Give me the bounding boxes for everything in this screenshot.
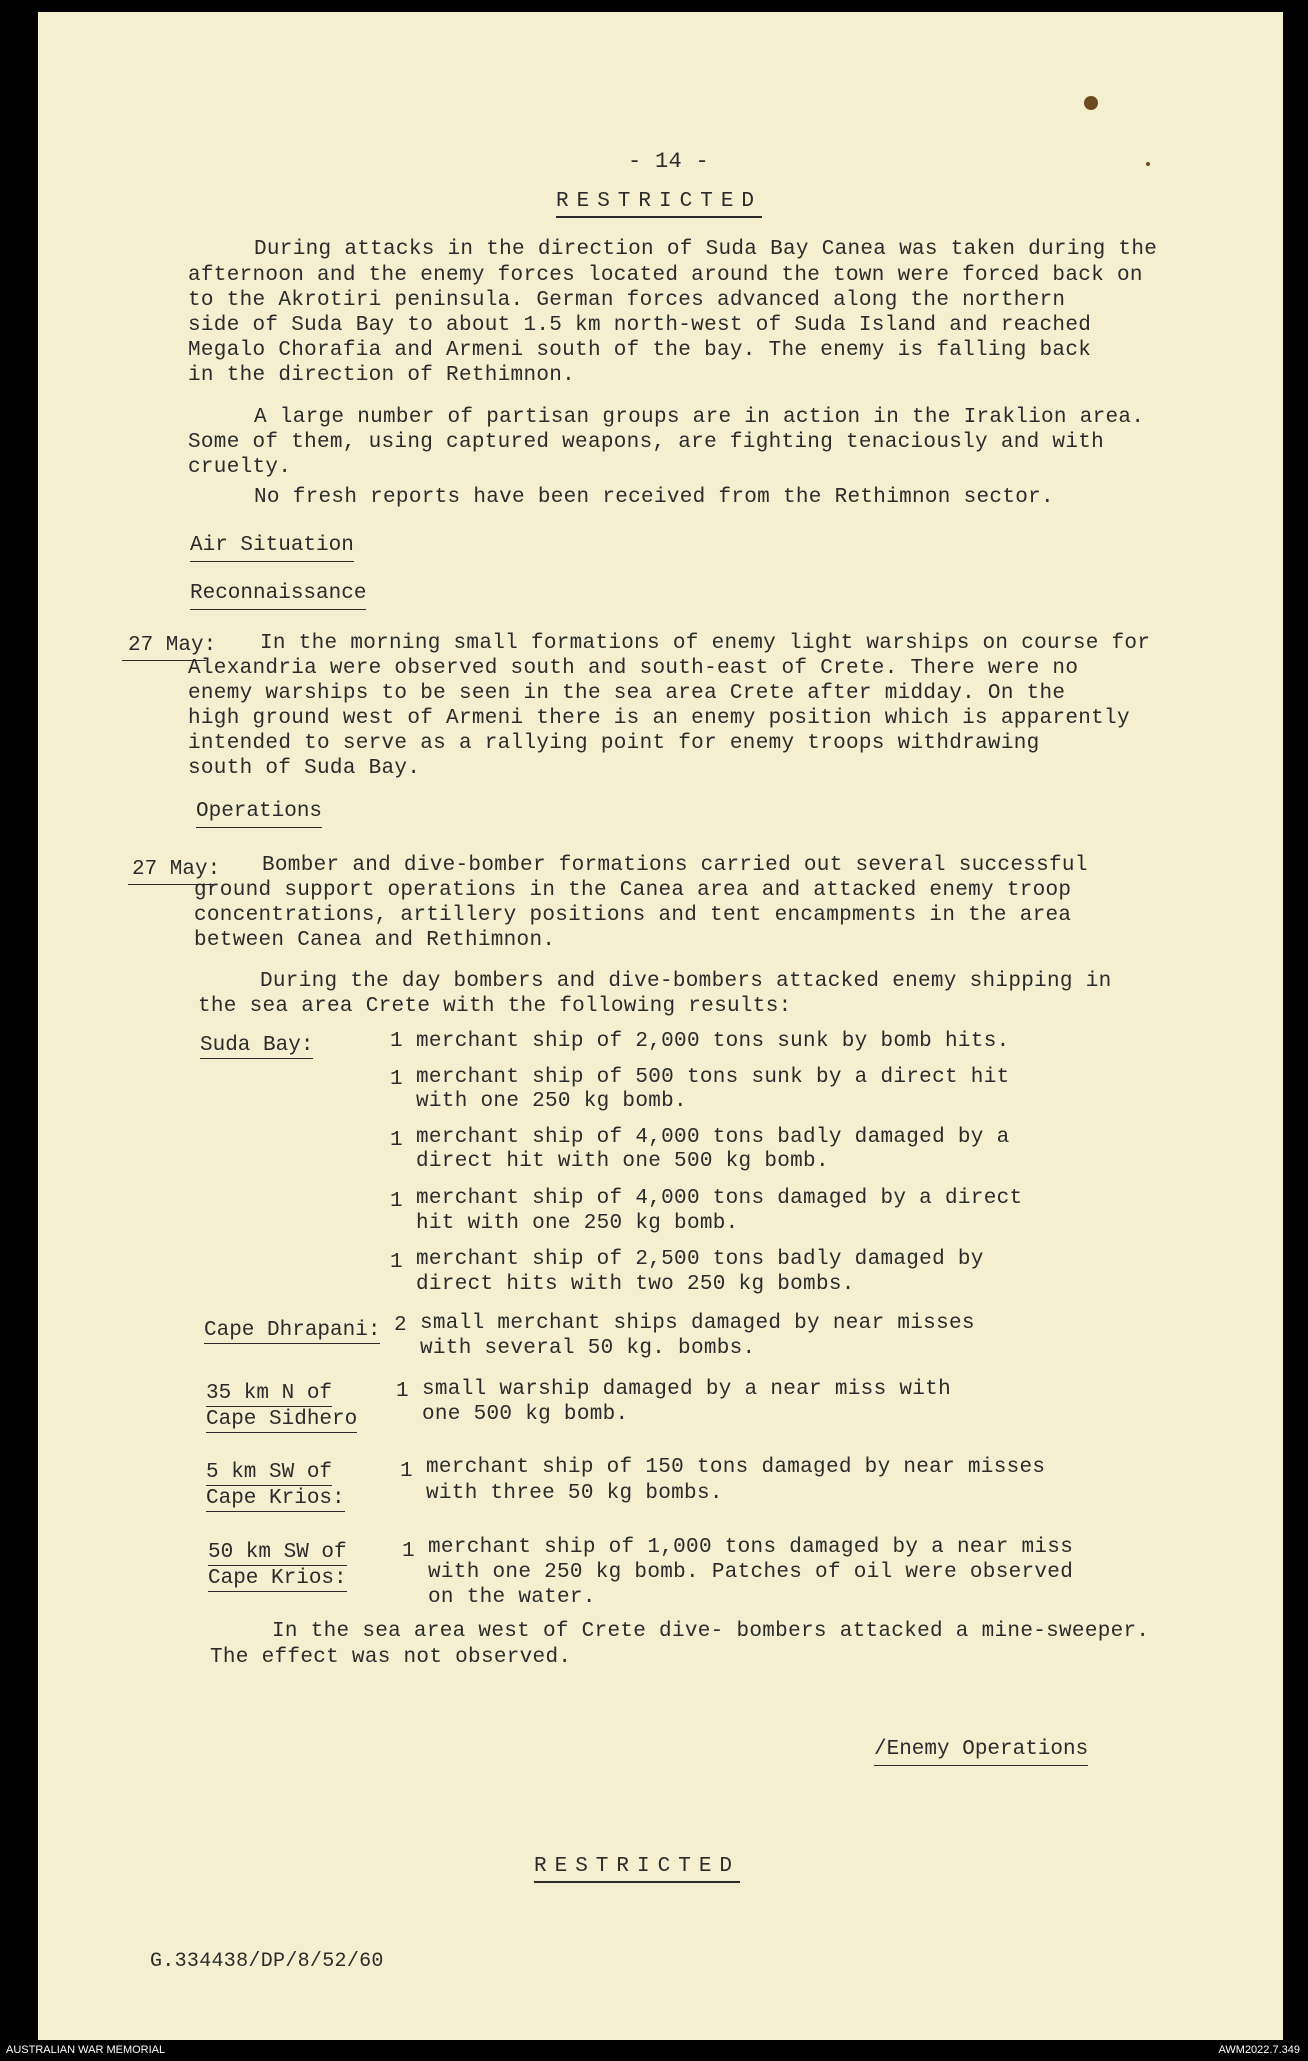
footer-accession: AWM2022.7.349 <box>1218 2044 1300 2056</box>
operations-heading: Operations <box>196 800 322 828</box>
para2-line: A large number of partisan groups are in action in the Iraklion area. <box>254 406 1145 429</box>
recon-line: enemy warships to be seen in the sea area Crete after midday. On the <box>188 682 1066 705</box>
page-number: - 14 - <box>628 149 710 174</box>
ops-line: ground support operations in the Canea area and attacked enemy troop <box>194 879 1072 902</box>
entry-line: on the water. <box>428 1586 596 1609</box>
entry-number: 1 <box>390 1030 403 1053</box>
entry-line: merchant ship of 4,000 tons badly damaged by a <box>416 1126 1010 1149</box>
entry-line: one 500 kg bomb. <box>422 1403 629 1426</box>
entry-number: 1 <box>402 1540 415 1563</box>
krios5-label: 5 km SW of Cape Krios: <box>206 1461 345 1510</box>
para1-line: Megalo Chorafia and Armeni south of the bay. The enemy is falling back <box>188 339 1092 362</box>
para2-line: Some of them, using captured weapons, are fighting tenaciously and with <box>188 431 1105 454</box>
suda-bay-label: Suda Bay: <box>200 1034 314 1057</box>
entry-line: hit with one 250 kg bomb. <box>416 1212 739 1235</box>
entry-line: merchant ship of 2,500 tons badly damaged by <box>416 1248 984 1271</box>
recon-date: 27 May: <box>128 634 217 657</box>
para1-line: afternoon and the enemy forces located around the town were forced back on <box>188 264 1143 287</box>
sidhero-label: 35 km N of Cape Sidhero <box>206 1382 358 1431</box>
entry-line: direct hit with one 500 kg bomb. <box>416 1150 829 1173</box>
ops-line: concentrations, artillery positions and tent encampments in the area <box>194 904 1072 927</box>
entry-line: merchant ship of 4,000 tons damaged by a direct <box>416 1187 1023 1210</box>
footer-institution: AUSTRALIAN WAR MEMORIAL <box>6 2044 166 2056</box>
para1-line: in the direction of Rethimnon. <box>188 364 576 387</box>
continuation-note: /Enemy Operations <box>874 1738 1088 1766</box>
reconnaissance-heading: Reconnaissance <box>190 582 366 610</box>
recon-line: south of Suda Bay. <box>188 757 421 780</box>
entry-line: with one 250 kg bomb. Patches of oil were observed <box>428 1561 1074 1584</box>
document-reference: G.334438/DP/8/52/60 <box>150 1950 384 1973</box>
results-intro-line: During the day bombers and dive-bombers attacked enemy shipping in <box>260 970 1112 993</box>
ops-date: 27 May: <box>132 858 221 881</box>
entry-line: merchant ship of 2,000 tons sunk by bomb hits. <box>416 1030 1010 1053</box>
recon-line: In the morning small formations of enemy light warships on course for <box>260 632 1151 655</box>
classification-bottom: RESTRICTED <box>534 1855 740 1883</box>
para1-line: During attacks in the direction of Suda Bay Canea was taken during the <box>254 238 1158 261</box>
entry-number: 1 <box>390 1068 403 1091</box>
entry-number: 1 <box>390 1129 403 1152</box>
recon-line: high ground west of Armeni there is an enemy position which is apparently <box>188 707 1130 730</box>
recon-line: intended to serve as a rallying point for enemy troops withdrawing <box>188 732 1040 755</box>
entry-line: small warship damaged by a near miss with <box>422 1378 951 1401</box>
entry-line: with one 250 kg bomb. <box>416 1090 687 1113</box>
entry-number: 2 <box>394 1314 407 1337</box>
entry-line: merchant ship of 150 tons damaged by near misses <box>426 1456 1046 1479</box>
recon-line: Alexandria were observed south and south-east of Crete. There were no <box>188 657 1079 680</box>
para1-line: to the Akrotiri peninsula. German forces advanced along the northern <box>188 289 1066 312</box>
entry-number: 1 <box>400 1460 413 1483</box>
krios50-label: 50 km SW of Cape Krios: <box>208 1541 347 1590</box>
entry-line: direct hits with two 250 kg bombs. <box>416 1273 855 1296</box>
results-intro-line: the sea area Crete with the following results: <box>198 995 792 1018</box>
document-page <box>38 12 1283 2040</box>
para1-line: side of Suda Bay to about 1.5 km north-west of Suda Island and reached <box>188 314 1092 337</box>
archive-footer <box>0 2040 1308 2061</box>
entry-number: 1 <box>396 1380 409 1403</box>
entry-line: with three 50 kg bombs. <box>426 1482 723 1505</box>
entry-line: merchant ship of 1,000 tons damaged by a near miss <box>428 1536 1074 1559</box>
stain-spot <box>1084 96 1098 110</box>
entry-line: merchant ship of 500 tons sunk by a direct hit <box>416 1066 1010 1089</box>
ops-line: between Canea and Rethimnon. <box>194 929 556 952</box>
para2-line: cruelty. <box>188 456 292 479</box>
cape-dhrapani-label: Cape Dhrapani: <box>204 1319 381 1342</box>
entry-line: with several 50 kg. bombs. <box>420 1337 756 1360</box>
closing-line: In the sea area west of Crete dive- bombers attacked a mine-sweeper. <box>272 1620 1150 1643</box>
entry-number: 1 <box>390 1190 403 1213</box>
closing-line: The effect was not observed. <box>210 1646 572 1669</box>
entry-number: 1 <box>390 1251 403 1274</box>
entry-line: small merchant ships damaged by near misses <box>420 1312 975 1335</box>
stain-spot-small <box>1146 162 1150 166</box>
classification-top: RESTRICTED <box>556 190 762 218</box>
air-situation-heading: Air Situation <box>190 534 354 562</box>
ops-line: Bomber and dive-bomber formations carried out several successful <box>262 854 1088 877</box>
para3-line: No fresh reports have been received from the Rethimnon sector. <box>254 486 1054 509</box>
